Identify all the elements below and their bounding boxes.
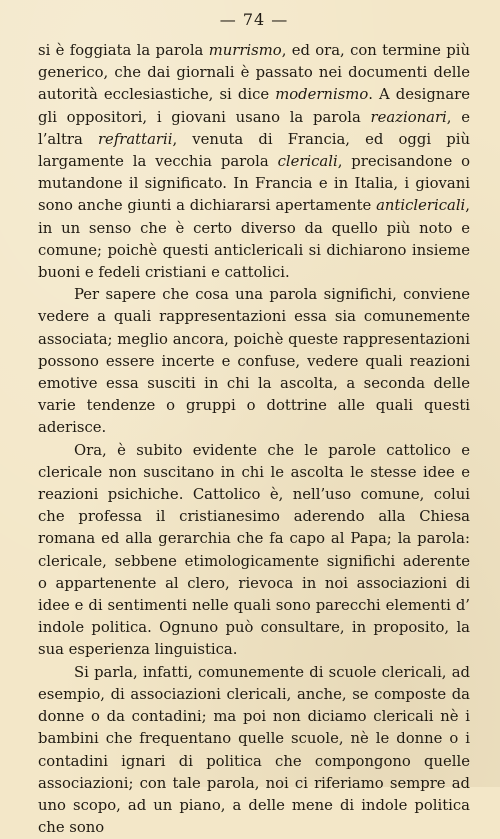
text-run: , in un senso che è certo diverso da quello più noto e comune; poichè questi anticlericali si dichiarono insieme buoni e fedeli cristiani e cattolici.: [38, 197, 470, 282]
text-run: Ora, è subito evidente che le parole cattolico e clericale non suscitano in chi le ascolta le stesse idee e reazioni psichiche. Cattolico è, nell’uso comune, colui che professa il cristianesimo aderendo alla Chiesa romana ed alla gerarchia che fa capo al Papa; la parola: clericale, sebbene etimologicamente significhi aderente o appartenente al clero, rievoca in noi associazioni di idee e di sentimenti nelle quali sono parecchi elementi d’ indole politica. Ognuno può consultare, in proposito, la sua esperienza linguistica.: [38, 441, 470, 659]
paragraph-1: [38, 40, 470, 284]
paragraph-4: [38, 662, 470, 839]
text-run: Si parla, infatti, comunemente di scuole clericali, ad esempio, di associazioni clericali, anche, se composte da donne o da contadini; ma poi non diciamo clericali nè i bambini che frequentano quelle scuole, nè le donne o i contadini ignari di politica che compongono quelle associazioni; con tale parola, noi ci riferiamo sempre ad uno scopo, ad un piano, a delle mene di indole politica che sono: [38, 663, 470, 837]
text-run: , e l’altra: [38, 108, 470, 148]
paragraph-3: [38, 440, 470, 662]
text-run: Per sapere che cosa una parola significhi, conviene vedere a quali rappresentazioni essa sia comunemente associata; meglio ancora, poichè queste rappresentazioni possono essere incerte e confuse, vedere quali reazioni emotive essa susciti in chi la ascolta, a seconda delle varie tendenze o gruppi o dottrine alle quali questi aderisce.: [38, 286, 470, 437]
text-run: , venuta di Francia, ed oggi più largamente la vecchia parola: [38, 130, 470, 171]
text-run: . A designare gli oppositori, i giovani usano la parola: [38, 86, 470, 126]
text-run: , precisandone o mutandone il significato. In Francia e in Italia, i giovani sono anche giunti a dichiararsi apertamente: [38, 153, 470, 215]
italic-term: murrismo: [208, 42, 282, 59]
italic-term: refrattarii: [97, 130, 173, 148]
text-run: , ed ora, con termine più generico, che dai giornali è passato nei documenti delle autorità ecclesiastiche, si dice: [38, 42, 470, 104]
page-number: — 74 —: [219, 10, 289, 29]
italic-term: modernismo: [275, 86, 369, 104]
text-run: si è foggiata la parola: [38, 42, 209, 59]
italic-term: anticlericali: [376, 197, 466, 215]
italic-term: reazionari: [370, 108, 447, 126]
paragraph-2: [38, 284, 470, 439]
italic-term: clericali: [277, 153, 338, 171]
